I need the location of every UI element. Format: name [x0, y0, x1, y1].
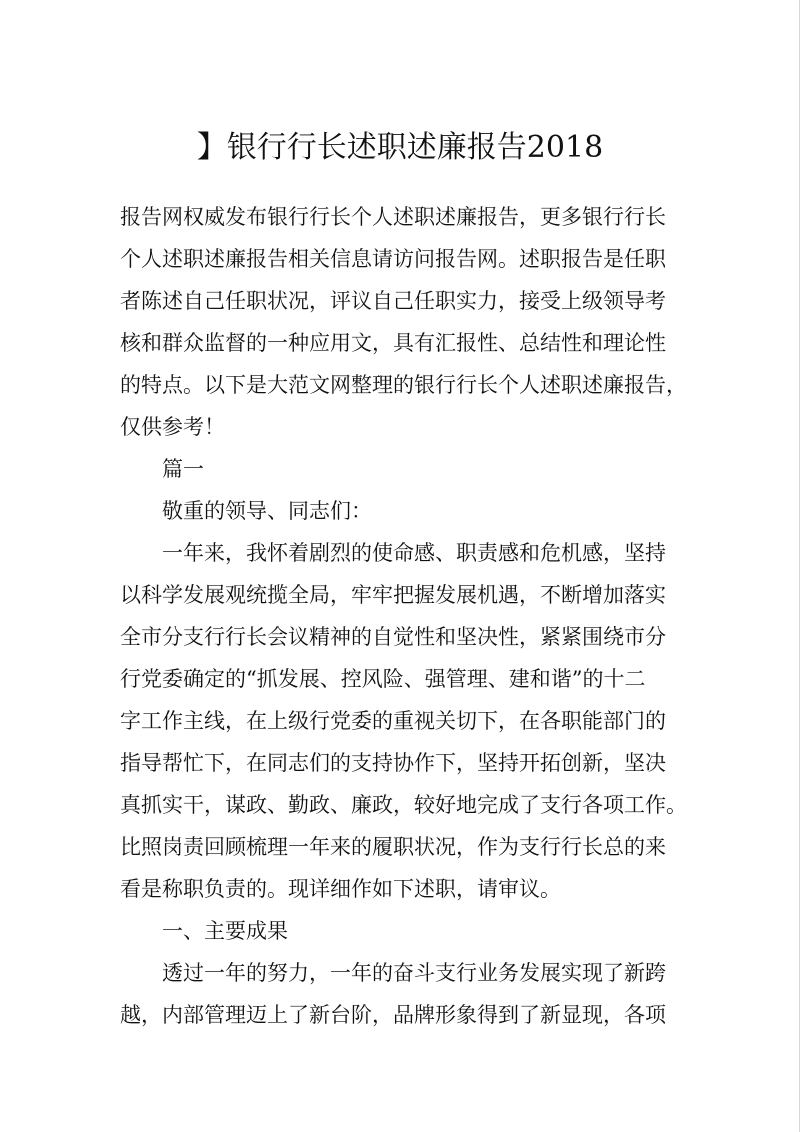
paragraph-line: 个人述职述廉报告相关信息请访问报告网。述职报告是任职 — [120, 247, 666, 271]
paragraph-line: 仅供参考！ — [120, 415, 225, 439]
paragraph-line: 看是称职负责的。现详细作如下述职，请审议。 — [120, 877, 561, 901]
paragraph-line: 比照岗责回顾梳理一年来的履职状况，作为支行行长总的来 — [120, 835, 666, 859]
paragraph-line: 行党委确定的“抓发展、控风险、强管理、建和谐”的十二 — [120, 667, 646, 691]
paragraph-line: 字工作主线，在上级行党委的重视关切下，在各职能部门的 — [120, 709, 666, 733]
salutation: 敬重的领导、同志们： — [162, 499, 372, 523]
paragraph-line: 一年来，我怀着剧烈的使命感、职责感和危机感，坚持 — [162, 541, 666, 565]
paragraph-line: 真抓实干，谋政、勤政、廉政，较好地完成了支行各项工作。 — [120, 793, 687, 817]
paragraph-line: 核和群众监督的一种应用文，具有汇报性、总结性和理论性 — [120, 331, 666, 355]
document-title: 】银行行长述职述廉报告2018 — [196, 130, 604, 165]
paragraph-line: 透过一年的努力，一年的奋斗支行业务发展实现了新跨 — [162, 961, 666, 985]
document-body — [120, 196, 686, 1036]
section-heading: 一、主要成果 — [162, 919, 288, 943]
paragraph-line: 者陈述自己任职状况，评议自己任职实力，接受上级领导考 — [120, 289, 666, 313]
paragraph-line: 的特点。以下是大范文网整理的银行行长个人述职述廉报告， — [120, 373, 687, 397]
paragraph-line: 全市分支行行长会议精神的自觉性和坚决性，紧紧围绕市分 — [120, 625, 666, 649]
paragraph-line: 以科学发展观统揽全局，牢牢把握发展机遇，不断增加落实 — [120, 583, 666, 607]
paragraph-line: 越，内部管理迈上了新台阶，品牌形象得到了新显现，各项 — [120, 1003, 666, 1027]
section-label: 篇一 — [162, 457, 204, 481]
paragraph-line: 报告网权威发布银行行长个人述职述廉报告，更多银行行长 — [120, 205, 666, 229]
paragraph-line: 指导帮忙下，在同志们的支持协作下，坚持开拓创新，坚决 — [120, 751, 666, 775]
